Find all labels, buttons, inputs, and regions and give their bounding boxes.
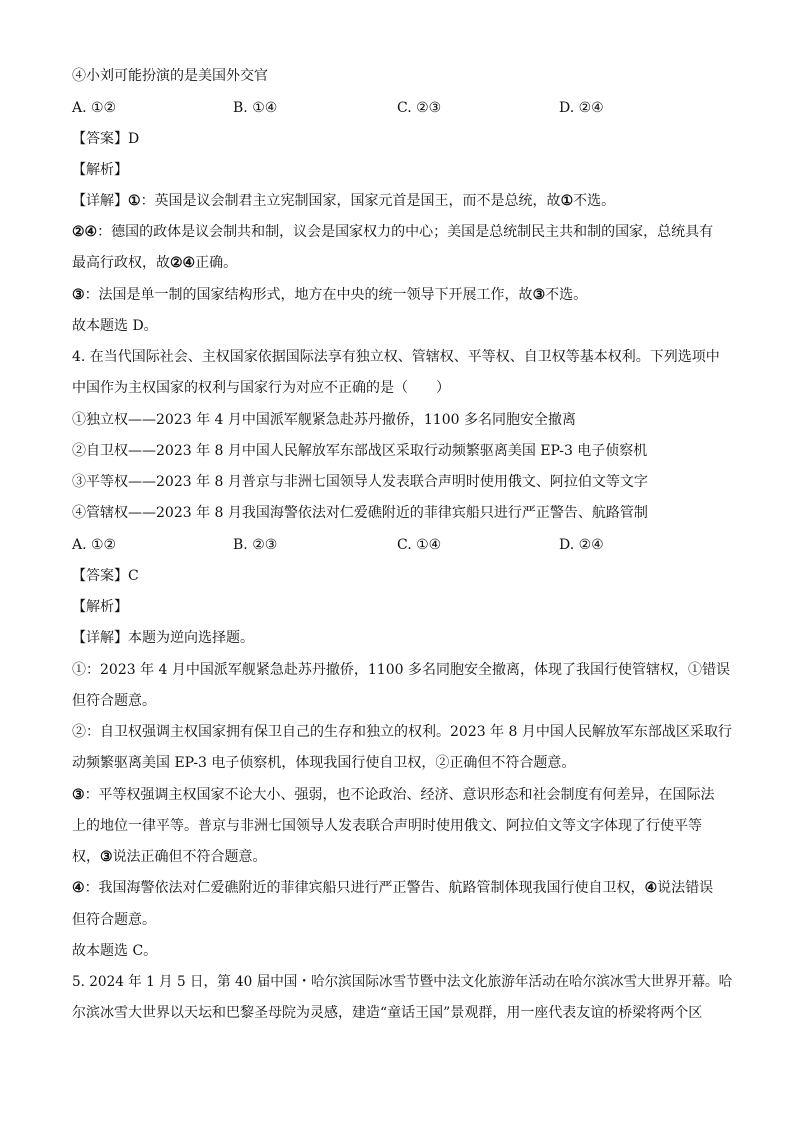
detail-tag: 【详解】 — [72, 630, 128, 646]
detail-tag: 【详解】 — [72, 193, 128, 209]
q3-item-4: ④小刘可能扮演的是美国外交官 — [72, 68, 268, 84]
q4-analysis-2: ②：自卫权强调主权国家拥有保卫自己的生存和独立的权利。2023 年 8 月中国人民解放军东部战区采取行 — [72, 724, 732, 740]
q3-answer — [72, 129, 732, 149]
q3-detail-3 — [72, 285, 732, 305]
q4-option-a: A. ①② — [72, 537, 117, 553]
q5-stem-line-2: 尔滨冰雪大世界以天坛和巴黎圣母院为灵感，建造“童话王国”景观群，用一座代表友谊的桥梁将两个区 — [72, 1005, 703, 1021]
detail-end: 正确。 — [195, 255, 238, 271]
mark: ① — [128, 193, 141, 209]
mark-ref: ②④ — [170, 255, 196, 271]
q4-statement-1: ①独立权——2023 年 4 月中国派军舰紧急赴苏丹撤侨，1100 多名同胞安全撤离 — [72, 412, 576, 428]
q4-stem-line-1: 4. 在当代国际社会、主权国家依据国际法享有独立权、管辖权、平等权、自卫权等基本权利。下列选项中 — [72, 349, 720, 365]
q3-detail-1 — [72, 191, 732, 211]
detail-text: ：德国的政体是议会制共和制，议会是国家权力的中心；美国是总统制民主共和制的国家，总统具有 — [97, 224, 714, 240]
q3-detail-2 — [72, 222, 732, 242]
q3-detail-2-cont — [72, 253, 732, 273]
detail-end: 说法正确但不符合题意。 — [112, 849, 267, 865]
q4-statement-2: ②自卫权——2023 年 8 月中国人民解放军东部战区采取行动频繁驱离美国 EP-3 电子侦察机 — [72, 443, 648, 459]
q4-analysis-3 — [72, 785, 732, 805]
q4-analysis-3-cont: 上的地位一律平等。普京与非洲七国领导人发表联合声明时使用俄文、阿拉伯文等文字体现了行使平等 — [72, 818, 702, 834]
mark-ref: ④ — [644, 880, 658, 896]
q4-option-d: D. ②④ — [559, 537, 604, 553]
q4-analysis-1-cont: 但符合题意。 — [72, 693, 156, 709]
q3-option-b: B. ①④ — [233, 100, 278, 116]
answer-value: C — [128, 568, 139, 584]
detail-text: 权， — [72, 849, 100, 865]
q5-stem-line-1: 5. 2024 年 1 月 5 日，第 40 届中国・哈尔滨国际冰雪节暨中法文化旅游年活动在哈尔滨冰雪大世界开幕。哈 — [72, 974, 733, 990]
detail-text: 最高行政权，故 — [72, 255, 170, 271]
detail-end: 不选。 — [573, 193, 616, 209]
detail-text: ：我国海警依法对仁爱礁附近的菲律宾船只进行严正警告、航路管制体现我国行使自卫权， — [84, 880, 645, 896]
detail-text: ：英国是议会制君主立宪制国家，国家元首是国王，而不是总统，故 — [140, 193, 561, 209]
q4-statement-4: ④管辖权——2023 年 8 月我国海警依法对仁爱礁附近的菲律宾船只进行严正警告、航路管制 — [72, 505, 648, 521]
q3-option-a: A. ①② — [72, 100, 117, 116]
q4-answer — [72, 566, 732, 586]
detail-end: 不选。 — [545, 287, 588, 303]
q3-analysis-tag: 【解析】 — [72, 162, 128, 178]
q3-option-d: D. ②④ — [559, 100, 604, 116]
detail-end: 说法错误 — [657, 880, 714, 896]
detail-text: ：平等权强调主权国家不论大小、强弱，也不论政治、经济、意识形态和社会制度有何差异，在国际法 — [84, 787, 715, 803]
q4-analysis-4-cont: 但符合题意。 — [72, 912, 156, 928]
answer-tag: 【答案】 — [72, 131, 128, 147]
q4-analysis-1: ①：2023 年 4 月中国派军舰紧急赴苏丹撤侨，1100 多名同胞安全撤离，体现了我国行使管辖权，①错误 — [72, 662, 730, 678]
detail-text: ：法国是单一制的国家结构形式，地方在中央的统一领导下开展工作，故 — [84, 287, 533, 303]
q3-conclusion: 故本题选 D。 — [72, 318, 158, 334]
mark-ref: ③ — [532, 287, 546, 303]
mark: ②④ — [72, 224, 98, 240]
q4-conclusion: 故本题选 C。 — [72, 943, 158, 959]
mark-ref: ③ — [100, 849, 113, 865]
q4-stem-line-2: 中国作为主权国家的权利与国家行为对应不正确的是（ ） — [72, 380, 450, 396]
q4-analysis-2-cont: 动频繁驱离美国 EP-3 电子侦察机，体现我国行使自卫权，②正确但不符合题意。 — [72, 755, 576, 771]
q4-option-c: C. ①④ — [397, 537, 442, 553]
detail-text: 本题为逆向选择题。 — [128, 630, 254, 646]
q4-analysis-4 — [72, 878, 732, 898]
answer-tag: 【答案】 — [72, 568, 128, 584]
mark: ④ — [72, 880, 85, 896]
mark: ③ — [72, 287, 85, 303]
q4-option-b: B. ②③ — [233, 537, 278, 553]
q4-statement-3: ③平等权——2023 年 8 月普京与非洲七国领导人发表联合声明时使用俄文、阿拉伯文等文字 — [72, 474, 648, 490]
mark: ③ — [72, 787, 85, 803]
q4-detail-intro — [72, 628, 732, 648]
mark-ref: ① — [560, 193, 574, 209]
answer-value: D — [128, 131, 140, 147]
q4-analysis-3-end — [72, 847, 732, 867]
q4-analysis-tag: 【解析】 — [72, 599, 128, 615]
q3-option-c: C. ②③ — [397, 100, 442, 116]
